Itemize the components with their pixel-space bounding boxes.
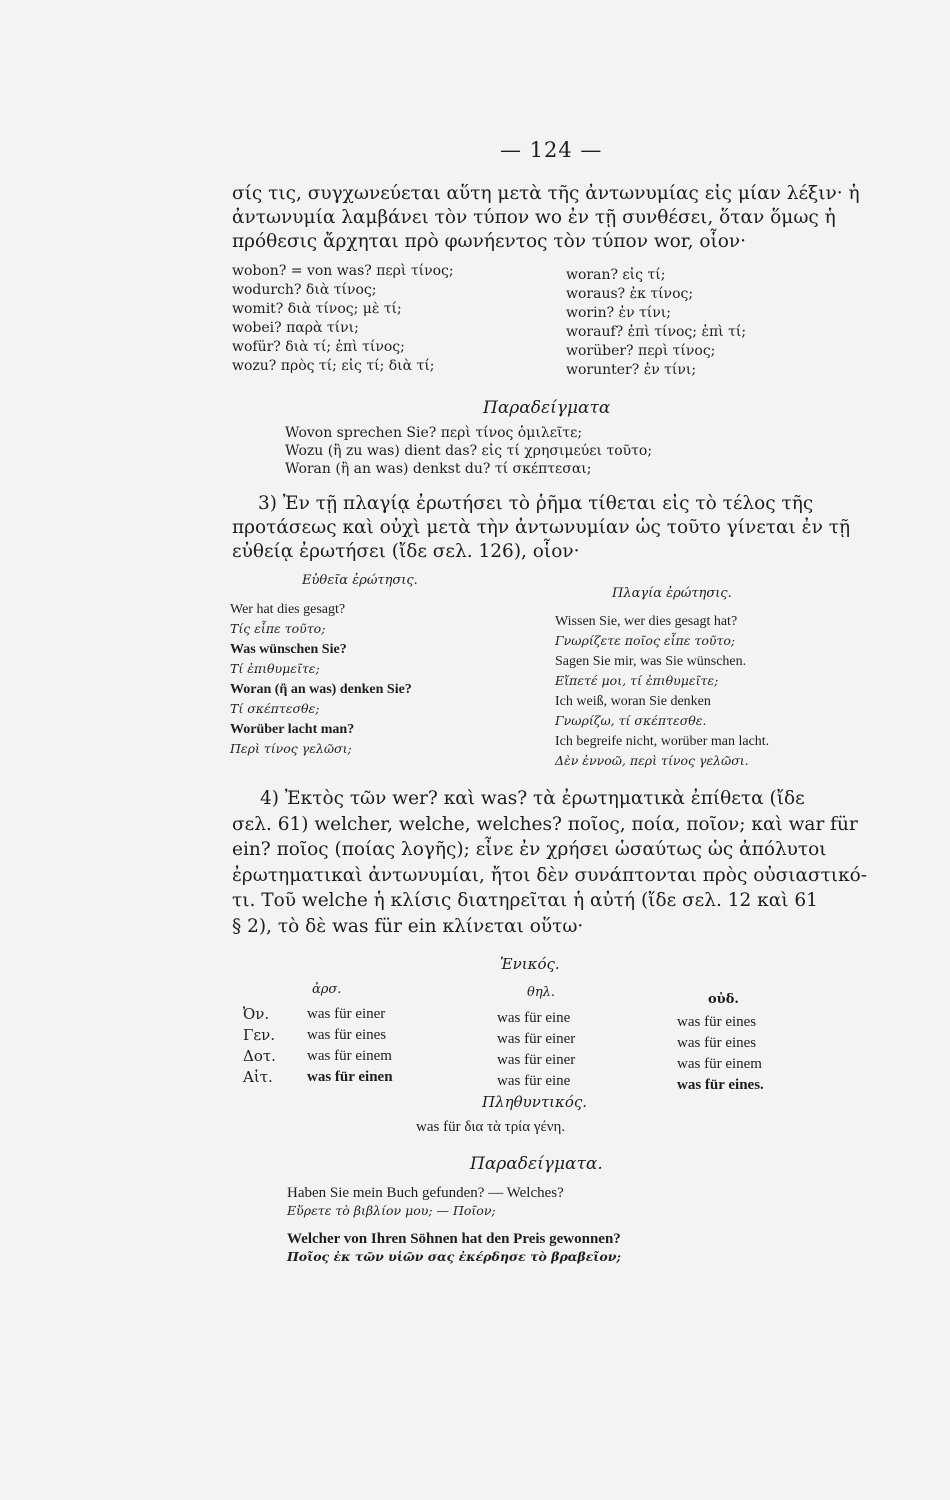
list-item: worauf? ἐπὶ τίνος; ἐπὶ τί; — [566, 324, 747, 340]
question-pair — [555, 732, 769, 770]
table-cell: was für eines — [307, 1027, 387, 1043]
table-cell: was für einen — [307, 1069, 393, 1085]
example-line: Wovon sprechen Sie? περὶ τίνος ὁμιλεῖτε; — [285, 425, 583, 441]
example-pair — [287, 1230, 621, 1266]
section-4-paragraph — [232, 786, 882, 939]
examples-heading: Παραδείγματα — [483, 398, 611, 418]
list-item: worunter? ἐν τίνι; — [566, 362, 697, 378]
german-question: Ich weiß, woran Sie denken — [555, 694, 711, 709]
table-cell: was für eines — [677, 1035, 757, 1051]
table-cell: was für eine — [497, 1073, 571, 1089]
greek-translation: Εἴπετέ μοι, τί ἐπιθυμεῖτε; — [555, 673, 719, 688]
indirect-questions — [555, 612, 769, 770]
plural-heading: Πληθυντικός. — [482, 1093, 588, 1111]
question-pair — [555, 652, 769, 690]
examples-heading-2: Παραδείγματα. — [470, 1154, 603, 1174]
indirect-question-heading: Πλαγία ἐρώτησις. — [612, 586, 732, 601]
question-pair — [555, 692, 769, 730]
german-sentence: Welcher von Ihren Söhnen hat den Preis gewonnen? — [287, 1231, 621, 1247]
greek-translation: Γνωρίζω, τί σκέπτεσθε. — [555, 713, 707, 728]
german-question: Ich begreife nicht, worüber man lacht. — [555, 734, 770, 749]
gender-head-neuter: οὐδ. — [708, 992, 739, 1007]
example-line: Woran (ἢ an was) denkst du? τί σκέπτεσαι; — [285, 461, 592, 477]
table-cell: was für eine — [497, 1010, 571, 1026]
page-number: — 124 — — [500, 138, 603, 162]
gender-head-feminine: θηλ. — [527, 985, 555, 1000]
greek-translation: Δὲν ἐννοῶ, περὶ τίνος γελῶσι. — [555, 753, 749, 768]
list-item: wozu? πρὸς τί; εἰς τί; διὰ τί; — [232, 358, 435, 374]
text-line: ἀντωνυμία λαμβάνει τὸν τύπον wo ἐν τῇ συνθέσει, ὅταν ὅμως ἡ — [232, 207, 836, 228]
direct-question-heading: Εὐθεῖα ἐρώτησις. — [302, 573, 418, 588]
text-line: 3) Ἐν τῇ πλαγίᾳ ἐρωτήσει τὸ ῥῆμα τίθεται εἰς τὸ τέλος τῆς — [258, 493, 814, 514]
greek-translation: Γνωρίζετε ποῖος εἶπε τοῦτο; — [555, 633, 736, 648]
list-item: worüber? περὶ τίνος; — [566, 343, 716, 359]
greek-translation: Τί ἐπιθυμεῖτε; — [230, 661, 320, 676]
question-pair — [230, 720, 412, 758]
text-line: ἐρωτηματικαὶ ἀντωνυμίαι, ἤτοι δὲν συνάπτονται πρὸς οὐσιαστικό- — [232, 864, 868, 886]
singular-heading: Ἑνικός. — [500, 955, 560, 973]
intro-paragraph — [232, 182, 882, 254]
greek-translation: Περὶ τίνος γελῶσι; — [230, 741, 352, 756]
text-line: τι. Τοῦ welche ἡ κλίσις διατηρεῖται ἡ αὐτή (ἴδε σελ. 12 καὶ 61 — [232, 890, 818, 911]
greek-translation: Εὕρετε τὸ βιβλίον μου; — Ποῖον; — [287, 1203, 496, 1218]
list-item: woran? εἰς τί; — [566, 267, 666, 283]
table-cell: was für einem — [677, 1056, 762, 1072]
plural-line: was für δια τὰ τρία γένη. — [416, 1119, 566, 1135]
table-cell: was für einem — [307, 1048, 392, 1064]
greek-translation: Τίς εἶπε τοῦτο; — [230, 621, 326, 636]
german-question: Sagen Sie mir, was Sie wünschen. — [555, 654, 747, 669]
list-item: wobei? παρὰ τίνι; — [232, 320, 359, 336]
german-question: Wissen Sie, wer dies gesagt hat? — [555, 614, 738, 629]
question-pair — [555, 612, 769, 650]
list-item: wodurch? διὰ τίνος; — [232, 282, 377, 298]
declension-neuter-column — [677, 1012, 764, 1096]
german-sentence: Haben Sie mein Buch gefunden? — Welches? — [287, 1185, 564, 1201]
german-question: Was wünschen Sie? — [230, 642, 347, 657]
pronoun-list-left — [232, 262, 454, 376]
list-item: woraus? ἐκ τίνος; — [566, 286, 694, 302]
list-item: worin? ἐν τίνι; — [566, 305, 671, 321]
case-label: Γεν. — [243, 1026, 276, 1044]
section-3-paragraph — [232, 492, 882, 564]
case-label: Δοτ. — [243, 1047, 276, 1065]
declension-case-column — [243, 1004, 276, 1088]
table-cell: was für einer — [307, 1006, 386, 1022]
list-item: wofür? διὰ τί; ἐπὶ τίνος; — [232, 339, 405, 355]
examples-list — [285, 424, 652, 478]
german-question: Worüber lacht man? — [230, 722, 355, 737]
list-item: womit? διὰ τίνος; μὲ τί; — [232, 301, 402, 317]
table-cell: was für einer — [497, 1031, 576, 1047]
text-line: ein? ποῖος (ποίας λογῆς); εἶνε ἐν χρήσει ὡσαύτως ὡς ἀπόλυτοι — [232, 839, 827, 860]
example-line: Wozu (ἢ zu was) dient das? εἰς τί χρησιμεύει τοῦτο; — [285, 443, 653, 459]
question-pair — [230, 600, 412, 638]
text-line: § 2), τὸ δὲ was für ein κλίνεται οὕτω· — [232, 915, 584, 937]
examples-list-2 — [287, 1184, 621, 1266]
text-line: σελ. 61) welcher, welche, welches? ποῖος, ποία, ποῖον; καὶ war für — [232, 813, 858, 835]
example-pair — [287, 1184, 621, 1220]
case-label: Ὀν. — [243, 1005, 270, 1023]
pronoun-list-right — [566, 266, 746, 380]
case-label: Αἰτ. — [243, 1068, 273, 1086]
text-line: 4) Ἐκτὸς τῶν wer? καὶ was? τὰ ἐρωτηματικὰ ἐπίθετα (ἴδε — [260, 788, 805, 809]
table-cell: was für eines. — [677, 1077, 764, 1093]
gender-head-masculine: ἀρσ. — [312, 982, 342, 997]
text-line: προτάσεως καὶ οὐχὶ μετὰ τὴν ἀντωνυμίαν ὡς τοῦτο γίνεται ἐν τῇ — [232, 517, 851, 538]
german-question: Woran (ἢ an was) denken Sie? — [230, 682, 412, 697]
text-line: σίς τις, συγχωνεύεται αὕτη μετὰ τῆς ἀντωνυμίας εἰς μίαν λέξιν· ἡ — [232, 183, 860, 204]
greek-translation: Ποῖος ἐκ τῶν υἱῶν σας ἐκέρδησε τὸ βραβεῖον; — [287, 1249, 621, 1264]
declension-feminine-column — [497, 1008, 575, 1092]
greek-translation: Τί σκέπτεσθε; — [230, 701, 320, 716]
text-line: εὐθείᾳ ἐρωτήσει (ἴδε σελ. 126), οἷον· — [232, 541, 580, 562]
table-cell: was für einer — [497, 1052, 576, 1068]
question-pair — [230, 640, 412, 678]
direct-questions — [230, 600, 412, 758]
list-item: wobon? = von was? περὶ τίνος; — [232, 263, 454, 279]
question-pair — [230, 680, 412, 718]
table-cell: was für eines — [677, 1014, 757, 1030]
text-line: πρόθεσις ἄρχηται πρὸ φωνήεντος τὸν τύπον wor, οἷον· — [232, 231, 747, 252]
german-question: Wer hat dies gesagt? — [230, 602, 346, 617]
declension-masculine-column — [307, 1004, 393, 1088]
